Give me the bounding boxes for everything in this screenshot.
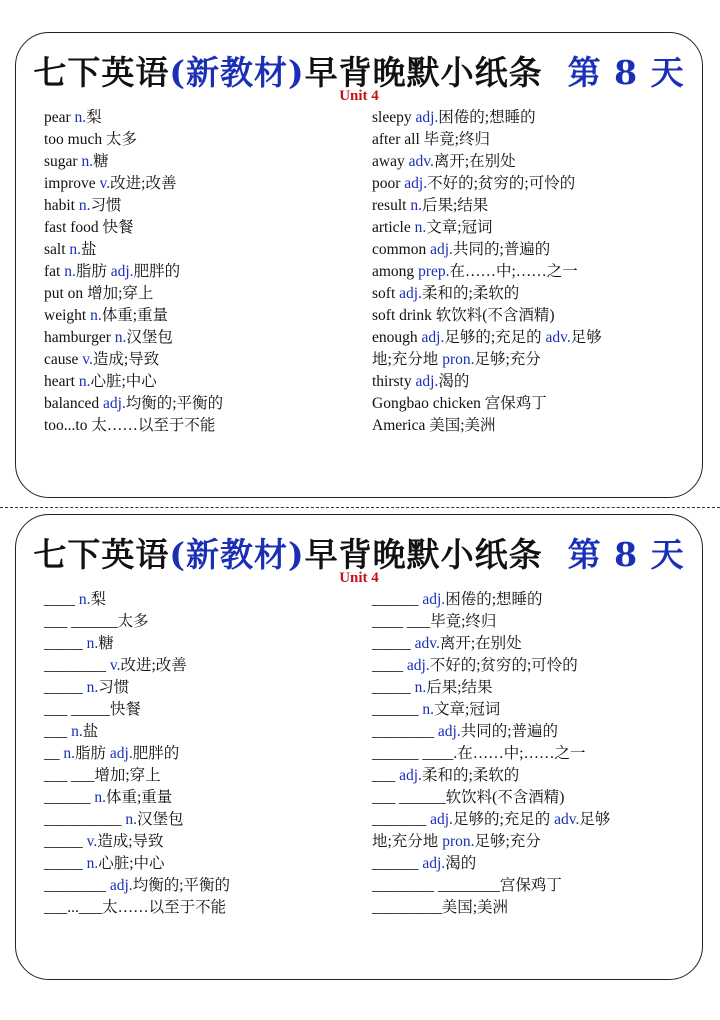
part-of-speech: n.: [86, 635, 99, 652]
vocab-word: habit: [44, 197, 79, 214]
vocab-row: [372, 195, 697, 217]
vocab-meaning: 快餐: [102, 219, 134, 236]
vocab-row: [372, 699, 697, 721]
vocab-word: cause: [44, 351, 83, 368]
vocab-row: [372, 611, 697, 633]
vocab-row: [372, 107, 697, 129]
vocab-meaning: 糖: [98, 635, 114, 652]
vocab-word: hamburger: [44, 329, 115, 346]
vocab-meaning: 糖: [93, 153, 109, 170]
vocab-meaning: 美国;美洲: [429, 417, 496, 434]
vocab-meaning: 汉堡包: [126, 329, 173, 346]
vocab-word: _____: [44, 833, 87, 850]
vocab-meaning: 软饮料(不含酒精): [445, 789, 565, 806]
part-of-speech: n.: [414, 679, 427, 696]
vocab-row: [44, 633, 364, 655]
vocab-word: ___ ___: [44, 767, 95, 784]
title-edition: (新教材): [169, 535, 305, 574]
vocab-word: _____: [44, 855, 87, 872]
vocab-word: ___ ______: [372, 789, 446, 806]
card-title: [16, 529, 702, 576]
vocab-meaning: 体重;重量: [101, 307, 168, 324]
vocab-meaning: 汉堡包: [137, 811, 184, 828]
vocab-word: ________: [372, 723, 438, 740]
vocab-meaning: 造成;导致: [92, 351, 160, 368]
vocab-row: [44, 261, 364, 283]
vocab-row: [372, 831, 697, 853]
part-of-speech: v.: [109, 657, 121, 674]
part-of-speech: adj.: [109, 877, 133, 894]
vocab-row: [372, 415, 697, 437]
vocab-row: [372, 261, 697, 283]
vocab-meaning: 心脏;中心: [98, 855, 165, 872]
vocab-row: [44, 239, 364, 261]
vocab-word: balanced: [44, 395, 103, 412]
vocab-meaning: 困倦的;想睡的: [438, 109, 536, 126]
vocab-row: [372, 305, 697, 327]
vocab-row: [372, 655, 697, 677]
vocab-word: ___: [372, 767, 400, 784]
vocab-row: [372, 589, 697, 611]
part-of-speech: n.: [125, 811, 137, 828]
vocab-meaning: .在……中;……之一: [453, 745, 586, 762]
vocab-word: _______: [372, 811, 431, 828]
vocab-meaning: 地;充分地: [372, 351, 443, 368]
vocab-word: result: [372, 197, 411, 214]
vocab-row: [372, 239, 697, 261]
part-of-speech: n.: [78, 373, 91, 390]
vocab-row: [44, 897, 364, 919]
title-main: 早背晚默小纸条: [304, 535, 543, 574]
vocab-meaning: 宫保鸡丁: [484, 395, 547, 412]
vocab-meaning: 盐: [82, 723, 99, 740]
vocab-row: [44, 721, 364, 743]
vocab-word: ______ ____: [372, 745, 454, 762]
vocab-meaning: 足够的;充足的: [444, 329, 546, 346]
vocab-word: ______: [372, 855, 423, 872]
vocab-word: __: [44, 745, 64, 762]
part-of-speech: adj.: [109, 745, 133, 762]
vocab-row: [372, 393, 697, 415]
vocab-row: [44, 283, 364, 305]
part-of-speech: adv.: [414, 635, 440, 652]
vocab-row: [44, 393, 364, 415]
vocab-word: ____: [44, 591, 79, 608]
vocab-meaning: 快餐: [109, 701, 141, 718]
vocab-row: [372, 633, 697, 655]
part-of-speech: adj.: [415, 109, 439, 126]
vocab-word: _________: [372, 899, 442, 916]
vocab-word: _____: [372, 679, 415, 696]
vocab-row: [372, 875, 697, 897]
vocab-meaning: 脂肪: [75, 263, 111, 280]
vocab-word: put on: [44, 285, 88, 302]
part-of-speech: n.: [86, 855, 99, 872]
vocab-word: weight: [44, 307, 91, 324]
vocab-row: [372, 809, 697, 831]
vocab-row: [372, 151, 697, 173]
title-prefix: 七下英语: [33, 535, 170, 574]
vocab-meaning: 增加;穿上: [87, 285, 154, 302]
vocab-row: [44, 611, 364, 633]
part-of-speech: v.: [86, 833, 98, 850]
vocab-row: [44, 699, 364, 721]
vocab-meaning: 改进;改善: [120, 657, 187, 674]
vocab-meaning: 在……中;……之一: [449, 263, 578, 280]
vocab-word: __________: [44, 811, 126, 828]
vocab-word: ___ ______: [44, 613, 118, 630]
vocab-card-quiz: [15, 514, 703, 980]
vocab-meaning: 美国;美洲: [441, 899, 509, 916]
title-main: 早背晚默小纸条: [304, 53, 543, 92]
vocab-row: [44, 107, 364, 129]
vocab-row: [372, 677, 697, 699]
part-of-speech: n.: [81, 153, 94, 170]
vocab-row: [44, 173, 364, 195]
vocab-word: ___: [44, 723, 72, 740]
vocab-row: [44, 349, 364, 371]
vocab-row: [372, 327, 697, 349]
vocab-word: enough: [372, 329, 422, 346]
part-of-speech: adj.: [421, 329, 445, 346]
vocab-meaning: 毕竟;终归: [430, 613, 497, 630]
vocab-meaning: 离开;在别处: [433, 153, 516, 170]
vocab-row: [372, 853, 697, 875]
part-of-speech: n.: [90, 307, 102, 324]
vocab-row: [44, 305, 364, 327]
vocab-row: [44, 743, 364, 765]
vocab-meaning: 文章;冠词: [434, 701, 501, 718]
vocab-word: ______: [372, 701, 423, 718]
vocab-row: [372, 371, 697, 393]
vocab-meaning: 离开;在别处: [439, 635, 522, 652]
vocab-word: soft drink: [372, 307, 436, 324]
part-of-speech: adj.: [422, 855, 446, 872]
vocab-meaning: 不好的;贫穷的;可怜的: [429, 657, 578, 674]
vocab-meaning: 地;充分地: [372, 833, 443, 850]
vocab-meaning: 足够;充分: [474, 833, 541, 850]
vocab-word: ____: [372, 657, 407, 674]
unit-label: Unit 4: [339, 88, 379, 104]
vocab-row: [44, 853, 364, 875]
vocab-word: article: [372, 219, 415, 236]
vocab-meaning: 造成;导致: [97, 833, 164, 850]
vocab-word: ___...___: [44, 899, 103, 916]
vocab-row: [44, 151, 364, 173]
vocab-row: [372, 173, 697, 195]
part-of-speech: adj.: [415, 373, 439, 390]
vocab-word: pear: [44, 109, 75, 126]
vocab-word: after all: [372, 131, 424, 148]
vocab-row: [372, 217, 697, 239]
vocab-row: [372, 765, 697, 787]
vocab-meaning: 足够: [570, 329, 602, 346]
vocab-meaning: 柔和的;柔软的: [421, 767, 520, 784]
title-day: 第 8 天: [567, 53, 685, 92]
title-edition: (新教材): [169, 53, 305, 92]
vocab-meaning: 足够;充分: [474, 351, 541, 368]
part-of-speech: n.: [414, 219, 427, 236]
vocab-row: [44, 809, 364, 831]
part-of-speech: pron.: [442, 351, 475, 368]
cut-line: [0, 507, 720, 508]
vocab-meaning: 体重;重量: [106, 789, 173, 806]
vocab-row: [372, 743, 697, 765]
vocab-column-right: [372, 107, 697, 437]
part-of-speech: adj.: [437, 723, 461, 740]
vocab-meaning: 文章;冠词: [426, 219, 493, 236]
vocab-word: fast food: [44, 219, 103, 236]
vocab-meaning: 太……以至于不能: [102, 899, 227, 916]
vocab-word: away: [372, 153, 409, 170]
vocab-row: [44, 129, 364, 151]
vocab-word: sleepy: [372, 109, 416, 126]
part-of-speech: adj.: [422, 591, 446, 608]
vocab-column-right: [372, 589, 697, 919]
vocab-row: [372, 283, 697, 305]
vocab-row: [372, 897, 697, 919]
part-of-speech: n.: [69, 241, 82, 258]
part-of-speech: pron.: [442, 833, 475, 850]
part-of-speech: adv.: [408, 153, 434, 170]
vocab-meaning: 心脏;中心: [90, 373, 157, 390]
vocab-row: [44, 589, 364, 611]
part-of-speech: adv.: [554, 811, 580, 828]
vocab-meaning: 共同的;普遍的: [460, 723, 558, 740]
card-title: [16, 47, 702, 94]
part-of-speech: adj.: [404, 175, 428, 192]
part-of-speech: n.: [78, 197, 91, 214]
vocab-meaning: 渴的: [445, 855, 477, 872]
vocab-card-study: [15, 32, 703, 498]
part-of-speech: prep.: [418, 263, 450, 280]
part-of-speech: adj.: [430, 811, 453, 828]
vocab-row: [44, 787, 364, 809]
vocab-meaning: 足够: [579, 811, 611, 828]
vocab-word: common: [372, 241, 431, 258]
part-of-speech: v.: [99, 175, 111, 192]
vocab-meaning: 梨: [90, 591, 107, 608]
part-of-speech: n.: [74, 109, 87, 126]
vocab-row: [44, 371, 364, 393]
part-of-speech: adj.: [102, 395, 126, 412]
vocab-meaning: 不好的;贫穷的;可怜的: [427, 175, 576, 192]
vocab-word: America: [372, 417, 430, 434]
vocab-row: [44, 765, 364, 787]
vocab-word: ________: [44, 657, 110, 674]
part-of-speech: n.: [114, 329, 127, 346]
part-of-speech: adj.: [430, 241, 453, 258]
vocab-meaning: 肥胖的: [132, 745, 180, 762]
vocab-meaning: 足够的;充足的: [452, 811, 555, 828]
vocab-meaning: 梨: [86, 109, 102, 126]
vocab-word: thirsty: [372, 373, 416, 390]
vocab-meaning: 均衡的;平衡的: [132, 877, 230, 894]
title-prefix: 七下英语: [33, 53, 170, 92]
vocab-meaning: 太多: [106, 131, 138, 148]
vocab-meaning: 均衡的;平衡的: [125, 395, 224, 412]
vocab-row: [372, 349, 697, 371]
vocab-word: _____: [44, 635, 87, 652]
part-of-speech: adj.: [110, 263, 134, 280]
vocab-row: [372, 129, 697, 151]
vocab-row: [44, 831, 364, 853]
vocab-word: salt: [44, 241, 70, 258]
vocab-meaning: 柔和的;柔软的: [421, 285, 520, 302]
vocab-row: [44, 677, 364, 699]
unit-label: Unit 4: [339, 570, 379, 586]
part-of-speech: n.: [410, 197, 422, 214]
part-of-speech: n.: [94, 789, 106, 806]
vocab-meaning: 毕竟;终归: [423, 131, 490, 148]
vocab-meaning: 脂肪: [75, 745, 110, 762]
part-of-speech: n.: [422, 701, 434, 718]
vocab-row: [44, 875, 364, 897]
vocab-word: ____ ___: [372, 613, 431, 630]
vocab-meaning: 宫保鸡丁: [499, 877, 562, 894]
vocab-meaning: 改进;改善: [110, 175, 177, 192]
vocab-meaning: 渴的: [438, 373, 470, 390]
vocab-word: ________ ________: [372, 877, 500, 894]
part-of-speech: n.: [78, 591, 91, 608]
vocab-word: improve: [44, 175, 100, 192]
part-of-speech: n.: [86, 679, 99, 696]
vocab-row: [44, 327, 364, 349]
vocab-word: too much: [44, 131, 106, 148]
vocab-column-left: [44, 589, 364, 919]
vocab-word: among: [372, 263, 419, 280]
vocab-meaning: 软饮料(不含酒精): [435, 307, 555, 324]
vocab-meaning: 太……以至于不能: [91, 417, 216, 434]
title-day: 第 8 天: [567, 535, 685, 574]
vocab-meaning: 增加;穿上: [94, 767, 161, 784]
vocab-word: _____: [44, 679, 87, 696]
vocab-meaning: 习惯: [90, 197, 122, 214]
vocab-meaning: 盐: [81, 241, 97, 258]
vocab-word: ________: [44, 877, 110, 894]
vocab-row: [44, 217, 364, 239]
vocab-word: _____: [372, 635, 415, 652]
vocab-word: poor: [372, 175, 405, 192]
vocab-word: ______: [372, 591, 423, 608]
vocab-column-left: [44, 107, 364, 437]
vocab-word: fat: [44, 263, 65, 280]
vocab-row: [372, 787, 697, 809]
vocab-meaning: 肥胖的: [133, 263, 181, 280]
part-of-speech: n.: [63, 745, 75, 762]
vocab-row: [44, 195, 364, 217]
part-of-speech: v.: [82, 351, 93, 368]
vocab-row: [372, 721, 697, 743]
vocab-word: heart: [44, 373, 79, 390]
vocab-meaning: 困倦的;想睡的: [445, 591, 543, 608]
part-of-speech: n.: [71, 723, 83, 740]
vocab-word: Gongbao chicken: [372, 395, 485, 412]
vocab-meaning: 后果;结果: [421, 197, 489, 214]
part-of-speech: n.: [64, 263, 76, 280]
vocab-row: [44, 655, 364, 677]
part-of-speech: adj.: [406, 657, 430, 674]
vocab-word: too...to: [44, 417, 92, 434]
part-of-speech: adj.: [399, 767, 422, 784]
part-of-speech: adj.: [399, 285, 422, 302]
vocab-word: ______: [44, 789, 95, 806]
vocab-row: [44, 415, 364, 437]
vocab-meaning: 共同的;普遍的: [452, 241, 551, 258]
vocab-meaning: 太多: [117, 613, 149, 630]
vocab-word: ___ _____: [44, 701, 110, 718]
vocab-meaning: 后果;结果: [426, 679, 493, 696]
vocab-word: soft: [372, 285, 400, 302]
vocab-word: sugar: [44, 153, 82, 170]
part-of-speech: adv.: [545, 329, 571, 346]
vocab-meaning: 习惯: [98, 679, 130, 696]
